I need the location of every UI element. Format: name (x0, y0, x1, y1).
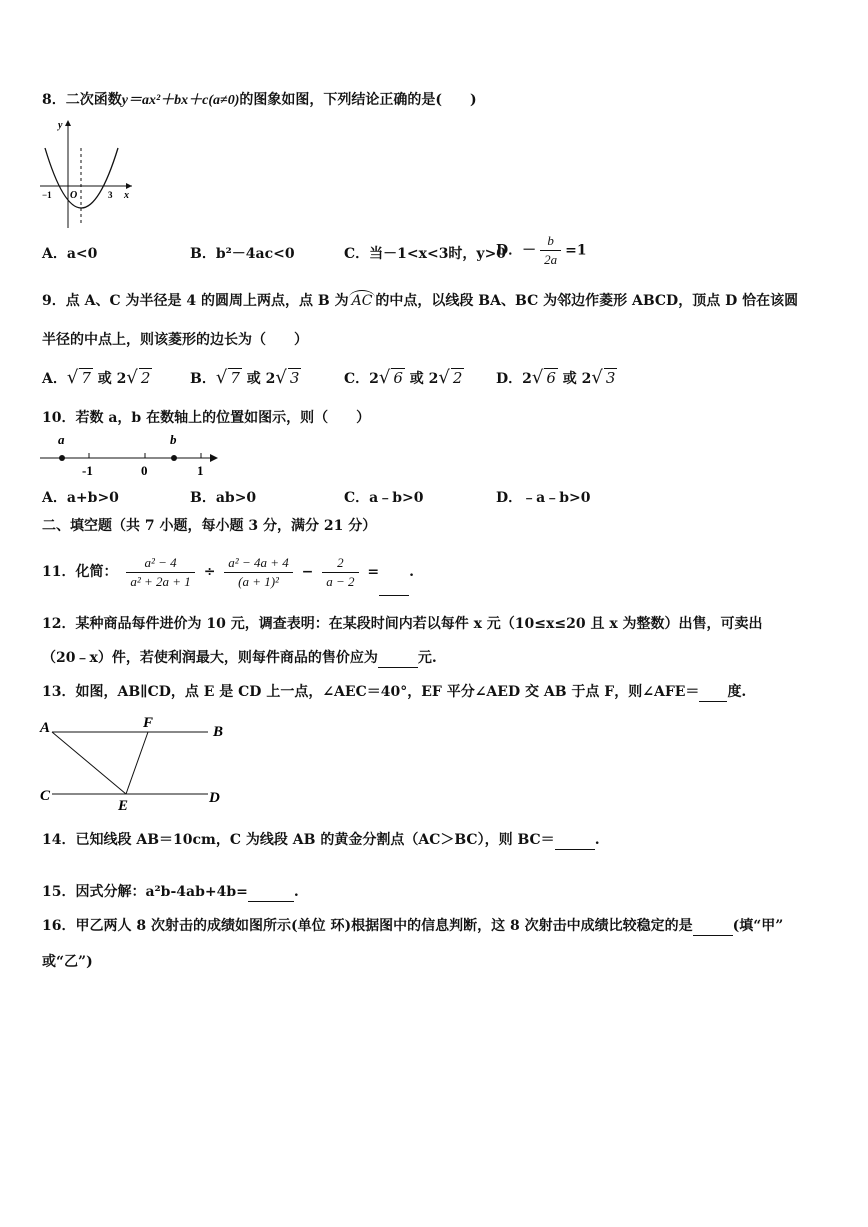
q9-stem-line1: 9．点 A、C 为半径是 4 的圆周上两点，点 B 为 AC 的中点，以线段 BA、BC 为邻边作菱形 ABCD，顶点 D 恰在该圆 (42, 290, 798, 311)
q8-stem: 8．二次函数y＝ax²＋bx＋c(a≠0)的图象如图，下列结论正确的是( ) (42, 92, 477, 108)
q13-stem: 13．如图，AB∥CD，点 E 是 CD 上一点，∠AEC＝40°，EF 平分∠AED 交 AB 于点 F，则∠AFE＝ 度. (42, 684, 747, 700)
svg-text:b: b (170, 432, 177, 447)
q9-option-d[interactable]: D．2√ 6 或 2√ 3 (496, 367, 616, 388)
q16-stem-line1: 16．甲乙两人 8 次射击的成绩如图所示(单位 环)根据图中的信息判断，这 8 次射击中成绩比较稳定的是 (填“甲” (42, 918, 784, 934)
q9-stem-line2: 半径的中点上，则该菱形的边长为（ ） (42, 332, 308, 348)
svg-text:x: x (124, 190, 129, 201)
svg-text:O: O (70, 190, 78, 201)
svg-text:C: C (40, 788, 51, 804)
q10-option-a[interactable]: A．a+b>0 (42, 490, 119, 506)
q8-option-b[interactable]: B．b²－4ac<0 (190, 246, 295, 262)
q13-parallel-lines-figure (36, 712, 236, 812)
svg-text:D: D (209, 790, 220, 806)
answer-blank[interactable] (555, 833, 595, 850)
svg-text:F: F (143, 715, 154, 731)
svg-text:y: y (58, 120, 63, 131)
svg-text:-1: -1 (82, 463, 93, 478)
q10-option-c[interactable]: C．a﹣b>0 (344, 490, 424, 506)
q12-stem-line1: 12．某种商品每件进价为 10 元，调查表明：在某段时间内若以每件 x 元（10≤x≤20 且 x 为整数）出售，可卖出 (42, 616, 763, 632)
answer-blank[interactable] (693, 919, 733, 936)
svg-text:3: 3 (108, 190, 113, 200)
q12-stem-line2: （20﹣x）件，若使利润最大，则每件商品的售价应为 元. (42, 650, 437, 666)
svg-text:B: B (213, 724, 224, 740)
svg-text:A: A (40, 720, 51, 736)
q10-number-line (38, 432, 228, 478)
q8-option-a[interactable]: A．a<0 (42, 246, 98, 262)
svg-text:E: E (118, 798, 129, 812)
answer-blank[interactable] (378, 651, 418, 668)
q14-stem: 14．已知线段 AB＝10cm，C 为线段 AB 的黄金分割点（AC＞BC），则 BC＝ . (42, 832, 600, 848)
q11-stem: 11．化简： $\frac{\text{a² − 4}}{\text{a² + 2a + 1}}$ ÷ $\frac{\text{a² − 4a + 4}}{\text{(a + 1)²}}$ − $\frac{2}{a - 2}$ = . (42, 548, 414, 596)
q8-option-c[interactable]: C．当－1<x<3时，y>0 (344, 246, 507, 262)
svg-text:a: a (58, 432, 65, 447)
svg-text:−1: −1 (42, 190, 52, 200)
answer-blank[interactable] (379, 579, 409, 596)
q8-option-d[interactable]: D．－ $\frac{b}{2a}$ =1 (496, 233, 587, 267)
q9-option-b[interactable]: B．√ 7 或 2√ 3 (190, 367, 300, 388)
q10-option-b[interactable]: B．ab>0 (190, 490, 257, 506)
q9-option-c[interactable]: C．2√ 6 或 2√ 2 (344, 367, 463, 388)
q16-stem-line2: 或“乙”) (42, 954, 93, 970)
q9-option-a[interactable]: A．√ 7 或 2√ 2 (42, 367, 151, 388)
point-a (59, 455, 65, 461)
q10-stem: 10．若数 a，b 在数轴上的位置如图示，则（ ） (42, 410, 371, 426)
svg-text:1: 1 (197, 463, 204, 478)
section-heading: 二、填空题（共 7 小题，每小题 3 分，满分 21 分） (42, 518, 377, 534)
svg-text:0: 0 (141, 463, 148, 478)
answer-blank[interactable] (699, 685, 727, 702)
q8-parabola-graph (38, 118, 138, 230)
q10-option-d[interactable]: D．﹣a﹣b>0 (496, 490, 591, 506)
q15-stem: 15．因式分解：a²b-4ab+4b= . (42, 884, 299, 900)
point-b (171, 455, 177, 461)
answer-blank[interactable] (248, 885, 294, 902)
